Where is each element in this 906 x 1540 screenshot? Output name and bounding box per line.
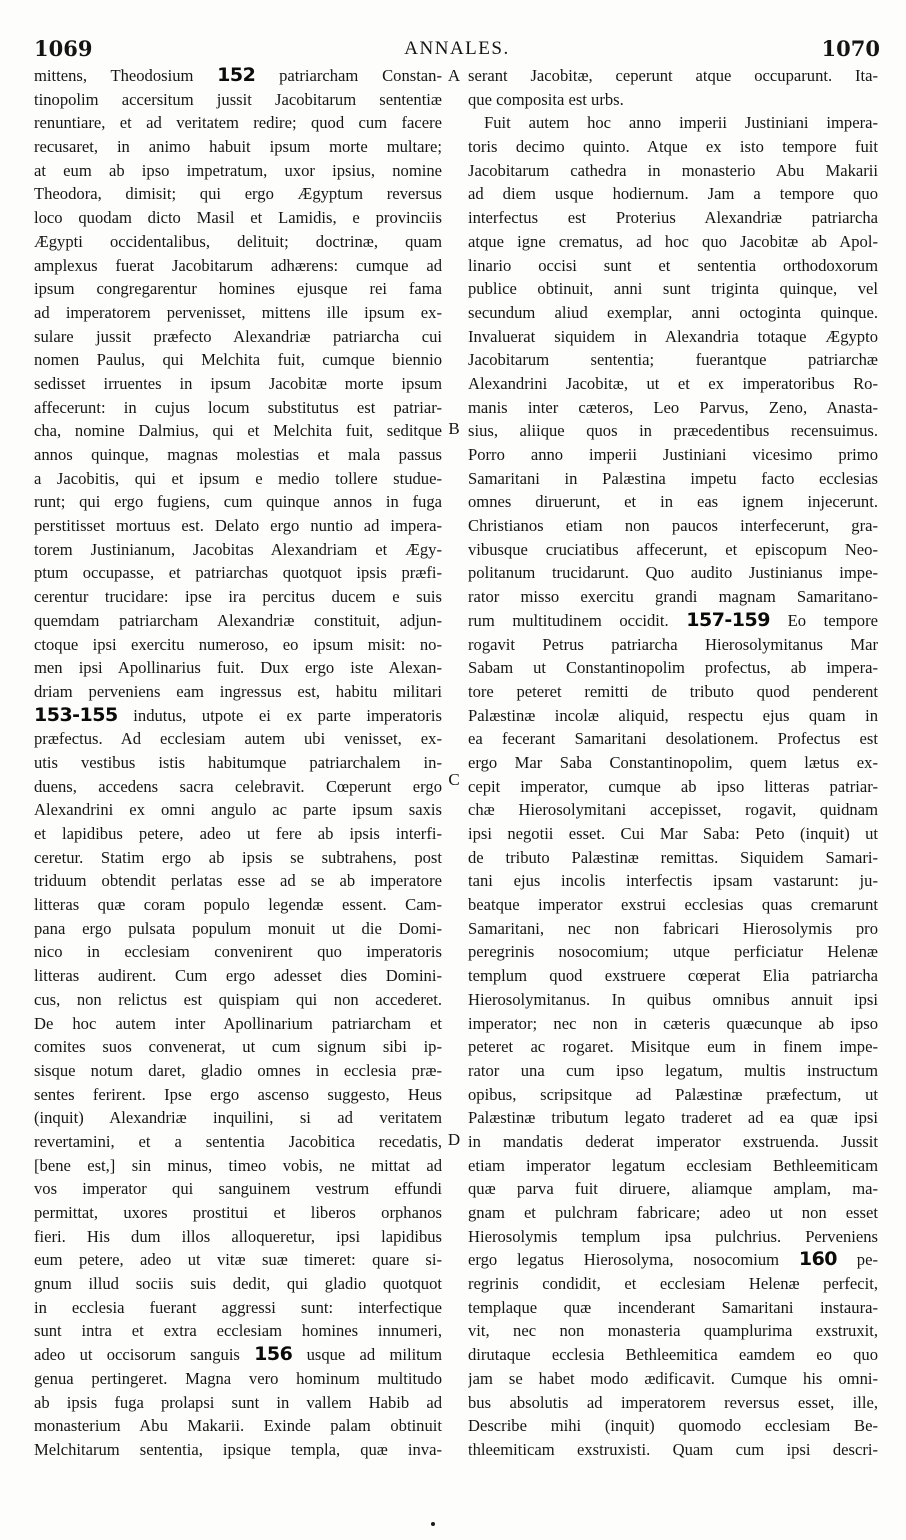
text-line [468, 396, 878, 420]
text-line [34, 301, 442, 325]
text-line [34, 419, 442, 443]
line-text: in mandatis dederat imperator exstruenda. Jussit [468, 1131, 878, 1151]
line-text: triduum obtendit perlatas esse ad se ab imperatore [34, 871, 442, 891]
line-text: sedisset irruentes in ipsum Jacobitæ morte ipsum [34, 373, 442, 393]
text-line [34, 704, 442, 728]
page-number-right: 1070 [821, 36, 880, 61]
line-text: De hoc autem inter Apollinarium patriarcham et [34, 1013, 442, 1033]
text-line [468, 159, 878, 183]
text-line [468, 680, 878, 704]
line-text: fieri. His dum illos alloqueretur, ipsi lapidibus [34, 1226, 442, 1246]
text-line [34, 1438, 442, 1462]
text-line [34, 585, 442, 609]
line-text: at eum ab ipso impetratum, uxor ipsius, nomine [34, 160, 442, 180]
line-text: et lapidibus petere, adeo ut fere ab ipsis interfi- [34, 824, 442, 843]
line-text: serant Jacobitæ, ceperunt atque occuparunt. Ita- [468, 66, 878, 85]
line-text: Invaluerat siquidem in Alexandria totaque Ægypto [468, 326, 878, 346]
text-line [34, 869, 442, 893]
text-line [468, 135, 878, 159]
line-text: patriarcham Constan- [255, 66, 442, 85]
line-text: Palæstinæ tributum legato traderet ad ea quæ ipsi [468, 1108, 878, 1128]
line-text: Theodora, dimisit; qui ergo Ægyptum reversus [34, 184, 442, 204]
text-line [468, 1177, 878, 1201]
line-text: Sabam ut Constantinopolim profectus, ab impera- [468, 658, 878, 678]
line-text: driam perveniens eam ingressus est, habitu militari [34, 681, 442, 701]
margin-reference-number: 153-155 [34, 703, 118, 726]
line-text: Hierosolymis templum ipsa pulchrius. Perveniens [468, 1226, 878, 1246]
text-line [468, 419, 878, 443]
line-text: bus absolutis ad imperatorem reversus esset, ille, [468, 1392, 878, 1412]
text-line [468, 64, 878, 88]
line-text: ipsum congregarentur homines ejusque rei fama [34, 279, 442, 299]
line-text: cerentur trucidare: ipse ira percitus ducem e suis [34, 587, 442, 607]
text-line [34, 230, 442, 254]
line-text: vit, nec non monasteria quamplurima exstruxit, [468, 1321, 878, 1341]
text-line [468, 1154, 878, 1178]
text-line [34, 64, 442, 88]
text-line [34, 609, 442, 633]
line-text: secundum aliud exemplar, anni octoginta quinque. [468, 302, 878, 322]
text-line [468, 443, 878, 467]
text-line [468, 846, 878, 870]
line-text: beatque imperator exstrui ecclesias quas cremarunt [468, 895, 878, 915]
line-text: ergo Mar Saba Constantinopolim, quem lætus ex- [468, 752, 878, 772]
line-text: men ipsi Apollinarius fuit. Dux ergo iste Alexan- [34, 658, 442, 678]
line-text: usque ad militum [292, 1345, 442, 1365]
line-text: Melchitarum sententia, ipsique templa, quæ inva- [34, 1439, 442, 1459]
line-text: Alexandrini Jacobitæ, ut et ex imperatoribus Ro- [468, 373, 878, 393]
line-text: sulare jussit præfecto Alexandriæ patriarcha cui [34, 326, 442, 346]
line-text: torem Justinianum, Jacobitas Alexandriam et Ægy- [34, 539, 442, 559]
line-text: Eo tempore [769, 610, 878, 630]
page-number-left: 1069 [34, 36, 93, 61]
line-text: politanum trucidarunt. Quo audito Justinianus impe- [468, 563, 878, 583]
text-line [468, 1201, 878, 1225]
line-text: Samaritani, nec non fabricari Hierosolymis pro [468, 918, 878, 938]
line-text: adeo ut occisorum sanguis [34, 1345, 255, 1365]
line-text: comites suos convenerat, ut cum signum sibi ip- [34, 1037, 442, 1057]
text-line [34, 206, 442, 230]
text-line [468, 514, 878, 538]
line-text: jam se habet modo ædificavit. Cumque his omni- [468, 1368, 878, 1388]
text-line [34, 988, 442, 1012]
text-line [34, 1083, 442, 1107]
text-line [468, 1296, 878, 1320]
margin-reference-number: 152 [217, 64, 256, 86]
line-text: ceretur. Statim ergo ab ipsis se subtrahens, post [34, 847, 442, 867]
text-line [34, 348, 442, 372]
text-line [34, 561, 442, 585]
text-line [468, 372, 878, 396]
text-line [34, 775, 442, 799]
text-line [468, 1248, 878, 1272]
text-line [34, 846, 442, 870]
text-line [468, 1012, 878, 1036]
line-text: nomen Paulus, qui Melchita fuit, cumque biennio [34, 350, 442, 370]
line-text: regrinis condidit, et ecclesiam Helenæ perfecit, [468, 1274, 878, 1294]
text-line [34, 656, 442, 680]
text-line [468, 561, 878, 585]
text-line [468, 656, 878, 680]
text-line [34, 1177, 442, 1201]
line-text: Ægypti occidentalibus, delituit; doctrinæ, quam [34, 231, 442, 251]
text-line [34, 467, 442, 491]
text-line [468, 1391, 878, 1415]
text-line [34, 1272, 442, 1296]
line-text: eum petere, adeo ut vitæ suæ timeret: quare si- [34, 1250, 442, 1270]
line-text: linario occisi sunt et sententia orthodoxorum [468, 255, 878, 275]
line-text: Porro anno imperii Justiniani vicesimo primo [468, 445, 878, 464]
line-text: renuntiare, et ad veritatem redire; quod cum facere [34, 113, 442, 133]
text-line [468, 893, 878, 917]
line-text: sentes ferirent. Ipse ergo ascenso suggesto, Heus [34, 1084, 442, 1104]
text-line [468, 1225, 878, 1249]
text-line [34, 277, 442, 301]
line-text: annos quinque, magnas molestias et mala passus [34, 445, 442, 464]
text-line [468, 254, 878, 278]
text-line [468, 1083, 878, 1107]
text-line [468, 277, 878, 301]
line-text: de tributo Palæstinæ remittas. Siquidem Samari- [468, 847, 878, 867]
line-text: vibusque cruciatibus affecerunt, et episcopum Neo- [468, 539, 878, 559]
line-text: nico in ecclesiam convenirent quo imperatoris [34, 942, 442, 962]
text-line [468, 206, 878, 230]
line-text: atque igne crematus, ad hoc quo Jacobitæ ab Apol- [468, 231, 878, 251]
text-line [34, 1319, 442, 1343]
line-text: Jacobitarum cathedra in monasterio Abu Makarii [468, 160, 878, 180]
line-text: ipsi negotii esset. Cui Mar Saba: Peto (inquit) ut [468, 824, 878, 843]
text-line [34, 159, 442, 183]
text-line [468, 182, 878, 206]
text-line [468, 869, 878, 893]
text-line [468, 1343, 878, 1367]
text-line [34, 88, 442, 112]
line-text: rator una cum ipso legatum, multis instructum [468, 1060, 878, 1080]
line-text: duens, accedens sacra celebravit. Cœperunt ergo [34, 776, 442, 796]
line-text: revertamini, et a sententia Jacobitica recedatis, [34, 1131, 442, 1151]
text-line [468, 751, 878, 775]
left-text-column [34, 64, 442, 1462]
line-text: a Jacobitis, qui et ipsum e medio tollere studue- [34, 468, 442, 488]
right-text-column [468, 64, 878, 1462]
line-text: sunt intra et extra ecclesiam homines innumeri, [34, 1321, 442, 1341]
line-text: cepit imperator, cumque ab ipso litteras patriar- [468, 776, 878, 796]
text-line [468, 1059, 878, 1083]
text-line [34, 1201, 442, 1225]
text-line [34, 1130, 442, 1154]
text-line [34, 964, 442, 988]
text-line [34, 443, 442, 467]
text-line [34, 1035, 442, 1059]
line-text: Palæstinæ incolæ aliquid, respectu ejus quam in [468, 705, 878, 725]
text-line [34, 372, 442, 396]
text-line [34, 917, 442, 941]
text-line [34, 1154, 442, 1178]
text-line [34, 893, 442, 917]
line-text: runt; qui ergo fugiens, cum quinque annos in fuga [34, 492, 442, 512]
text-line [468, 467, 878, 491]
text-line [34, 490, 442, 514]
text-line [34, 135, 442, 159]
text-line [468, 822, 878, 846]
line-text: litteras quæ coram populo legendæ essent. Cam- [34, 895, 442, 915]
line-text: que composita est urbs. [468, 89, 624, 109]
line-text: tore peteret remitti de tributo quod penderent [468, 681, 878, 701]
line-text: loco quodam dicto Masil et Lamidis, e provinciis [34, 208, 442, 228]
text-line [468, 230, 878, 254]
line-text: etiam imperator legatum ecclesiam Bethleemiticam [468, 1155, 878, 1175]
text-line [468, 727, 878, 751]
text-line [468, 490, 878, 514]
text-line [34, 1343, 442, 1367]
line-text: gnum illud sociis suis dedit, qui gladio quotquot [34, 1274, 442, 1294]
line-text: ad imperatorem pervenisset, mittens ille ipsum ex- [34, 302, 442, 322]
text-line [468, 704, 878, 728]
text-line [468, 348, 878, 372]
text-line [468, 917, 878, 941]
page-header [34, 36, 880, 66]
text-line [34, 1367, 442, 1391]
line-text: ergo legatus Hierosolyma, nosocomium [468, 1250, 799, 1270]
text-line [34, 538, 442, 562]
line-text: ab ipsis fuga prolapsi sunt in vallem Habib ad [34, 1392, 442, 1412]
text-line [34, 325, 442, 349]
text-line [468, 940, 878, 964]
line-text: recusaret, in animo habuit ipsum morte multare; [34, 137, 442, 157]
line-text: peteret ac rogaret. Misitque eum in finem impe- [468, 1037, 878, 1057]
text-line [468, 538, 878, 562]
text-line [34, 1106, 442, 1130]
text-line [34, 1296, 442, 1320]
line-text: vos imperator qui sanguinem vestrum effundi [34, 1179, 442, 1199]
line-text: toris decimo quinto. Atque ex isto tempore fuit [468, 137, 878, 157]
line-text: ea fecerant Samaritani desolationem. Profectus est [468, 729, 878, 749]
line-text: Describe mihi (inquit) quomodo ecclesiam Be- [468, 1416, 878, 1436]
line-text: Jacobitarum sententia; fuerantque patriarchæ [468, 350, 878, 370]
line-text: quemdam patriarcham Alexandriæ constituit, adjun- [34, 610, 442, 630]
line-text: peregrinis nosocomium; utque perficiatur Helenæ [468, 942, 878, 962]
text-line [34, 1414, 442, 1438]
text-line [34, 1248, 442, 1272]
text-line [468, 1106, 878, 1130]
text-line [34, 1391, 442, 1415]
text-line [34, 751, 442, 775]
text-line [34, 940, 442, 964]
section-mark-b: B [448, 419, 460, 438]
text-line [34, 1225, 442, 1249]
line-text: Hierosolymitanus. In quibus omnibus annuit ipsi [468, 989, 878, 1009]
line-text: in ecclesia fuerant aggressi sunt: interfectique [34, 1297, 442, 1317]
margin-reference-number: 157-159 [686, 608, 770, 631]
line-text: Fuit autem hoc anno imperii Justiniani impera- [484, 113, 878, 133]
line-text: manis inter cæteros, Leo Parvus, Zeno, Anasta- [468, 397, 878, 417]
text-line [34, 680, 442, 704]
line-text: ad diem usque hodiernum. Jam a tempore quo [468, 184, 878, 204]
line-text: omnes diruerunt, et in eas ignem injecerunt. [468, 492, 878, 512]
text-line [468, 964, 878, 988]
text-line [468, 1035, 878, 1059]
line-text: affecerunt: in cujus locum substitutus est patriar- [34, 397, 442, 417]
line-text: præfectus. Ad ecclesiam autem ubi venisset, ex- [34, 729, 442, 749]
line-text: publice obtinuit, anni sunt triginta quinque, vel [468, 279, 878, 299]
text-line [34, 798, 442, 822]
line-text: rum multitudinem occidit. [468, 610, 687, 630]
line-text: cus, non relictus est quispiam qui non accederet. [34, 989, 442, 1009]
text-line [468, 798, 878, 822]
text-line [468, 1438, 878, 1462]
line-text: rator misso exercitu grandi magnam Samaritano- [468, 587, 878, 607]
line-text: [bene est,] sin minus, timeo vobis, ne mittat ad [34, 1155, 442, 1175]
line-text: (inquit) Alexandriæ inquilini, si ad veritatem [34, 1108, 442, 1128]
line-text: Christianos etiam non paucos interfecerunt, gra- [468, 516, 878, 536]
section-mark-a: A [447, 66, 461, 85]
line-text: Samaritani in Palæstina impetu facto ecclesias [468, 468, 878, 488]
text-line [468, 585, 878, 609]
line-text: genua pertingeret. Magna vero hominum multitudo [34, 1368, 442, 1388]
text-line [468, 609, 878, 633]
text-line [468, 325, 878, 349]
line-text: rogavit Petrus patriarcha Hierosolymitanus Mar [468, 634, 878, 654]
line-text: interfectus est Proterius Alexandriæ patriarcha [468, 208, 878, 228]
text-line [34, 822, 442, 846]
line-text: gnam et pulchram fabricare; adeo ut non esset [468, 1203, 878, 1222]
line-text: amplexus fuerat Jacobitarum adhærens: cumque ad [34, 255, 442, 275]
line-text: ctoque ipsi exercitu numeroso, eo ipsum misit: no- [34, 634, 442, 654]
text-line [34, 396, 442, 420]
running-title: ANNALES. [404, 38, 510, 59]
line-text: litteras audirent. Cum ergo adesset dies Domini- [34, 966, 442, 986]
line-text: pana ergo pulsata populum monuit ut die Domi- [34, 918, 442, 938]
margin-reference-number: 156 [254, 1343, 293, 1366]
text-line [34, 1012, 442, 1036]
line-text: cha, nomine Dalmius, qui et Melchita fuit, seditque [34, 421, 442, 441]
text-line [34, 727, 442, 751]
line-text: thleemiticam exstruxisti. Quam cum ipsi descri- [468, 1439, 878, 1459]
line-text: tani ejus incolis interfectis ipsam vastarunt: ju- [468, 871, 878, 891]
text-line [34, 514, 442, 538]
line-text: ptum occupasse, et patriarchas quotquot ipsis præfi- [34, 563, 442, 583]
line-text: monasterium Abu Makarii. Exinde palam obtinuit [34, 1416, 442, 1436]
line-text: pe- [837, 1250, 878, 1270]
line-text: utis vestibus istis habitumque patriarchalem in- [34, 752, 442, 772]
margin-reference-number: 160 [798, 1248, 838, 1271]
text-line [468, 301, 878, 325]
text-line [468, 1272, 878, 1296]
line-text: indutus, utpote ei ex parte imperatoris [117, 705, 442, 725]
line-text: opibus, scripsitque ad Palæstinæ præfectum, ut [468, 1084, 878, 1104]
line-text: dirutaque ecclesia Bethleemitica eamdem eo quo [468, 1345, 878, 1365]
section-mark-d: D [447, 1130, 461, 1149]
print-speck [431, 1522, 435, 1526]
text-line [468, 111, 878, 135]
text-line [468, 1130, 878, 1154]
line-text: chæ Hierosolymitani accepisset, rogavit, quidnam [468, 800, 878, 820]
text-line [468, 988, 878, 1012]
line-text: templaque quæ incenderant Samaritani instaura- [468, 1297, 878, 1317]
line-text: imperator; nec non in cæteris quæcunque ab ipso [468, 1013, 878, 1033]
text-line [468, 1319, 878, 1343]
text-line [468, 1414, 878, 1438]
line-text: templum quod exstruere cœperat Elia patriarcha [468, 966, 878, 986]
line-text: mittens, Theodosium [34, 66, 218, 85]
text-line [34, 182, 442, 206]
line-text: quæ parva fuit diruere, aliamque amplam, ma- [468, 1179, 878, 1199]
text-line [468, 1367, 878, 1391]
text-line [34, 111, 442, 135]
line-text: sius, aliique quos in præcedentibus recensuimus. [468, 421, 878, 441]
line-text: tinopolim accersitum jussit Jacobitarum sententiæ [34, 89, 442, 109]
text-line [468, 775, 878, 799]
text-line [34, 633, 442, 657]
text-line [34, 254, 442, 278]
text-line [468, 633, 878, 657]
text-line [468, 88, 878, 112]
section-mark-c: C [448, 770, 460, 789]
line-text: Alexandrini ex omni angulo ac parte ipsum saxis [34, 800, 442, 820]
line-text: sisque notum daret, gladio omnes in ecclesia præ- [34, 1060, 442, 1080]
line-text: perstitisset mortuus est. Delato ergo nuntio ad impera- [34, 516, 442, 536]
line-text: permittat, uxores prostitui et liberos orphanos [34, 1203, 442, 1222]
text-line [34, 1059, 442, 1083]
